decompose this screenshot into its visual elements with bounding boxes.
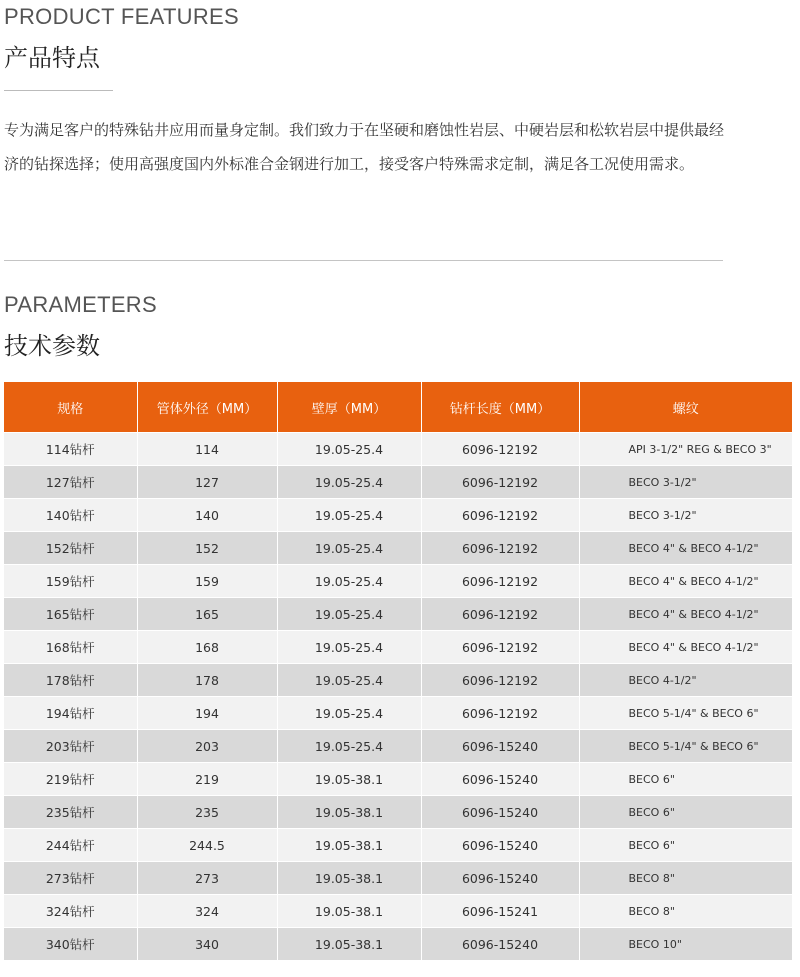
cell-rod-length: 6096-15240 (421, 829, 579, 862)
column-header-rod-length: 钻杆长度（MM） (421, 382, 579, 433)
cell-rod-length: 6096-15240 (421, 862, 579, 895)
table-row (4, 664, 792, 697)
cell-spec: 194钻杆 (4, 697, 137, 730)
cell-wall-thickness: 19.05-25.4 (277, 532, 421, 565)
cell-thread: BECO 5-1/4" & BECO 6" (579, 697, 792, 730)
table-header-row (4, 382, 792, 433)
cell-thread: BECO 4" & BECO 4-1/2" (579, 565, 792, 598)
column-header-wall-thickness: 壁厚（MM） (277, 382, 421, 433)
cell-spec: 127钻杆 (4, 466, 137, 499)
cell-spec: 203钻杆 (4, 730, 137, 763)
cell-rod-length: 6096-15240 (421, 796, 579, 829)
column-header-thread: 螺纹 (579, 382, 792, 433)
table-row (4, 466, 792, 499)
cell-wall-thickness: 19.05-38.1 (277, 763, 421, 796)
cell-wall-thickness: 19.05-38.1 (277, 928, 421, 961)
cell-rod-length: 6096-12192 (421, 532, 579, 565)
cell-outer-diameter: 244.5 (137, 829, 277, 862)
cell-spec: 244钻杆 (4, 829, 137, 862)
cell-rod-length: 6096-12192 (421, 664, 579, 697)
cell-thread: BECO 8" (579, 895, 792, 928)
cell-thread: BECO 4" & BECO 4-1/2" (579, 598, 792, 631)
cell-spec: 152钻杆 (4, 532, 137, 565)
cell-rod-length: 6096-15241 (421, 895, 579, 928)
cell-rod-length: 6096-12192 (421, 499, 579, 532)
cell-wall-thickness: 19.05-25.4 (277, 730, 421, 763)
parameters-heading-en: PARAMETERS (4, 292, 157, 317)
cell-spec: 165钻杆 (4, 598, 137, 631)
table-row (4, 928, 792, 961)
cell-outer-diameter: 324 (137, 895, 277, 928)
table-row (4, 895, 792, 928)
cell-wall-thickness: 19.05-25.4 (277, 433, 421, 466)
cell-outer-diameter: 140 (137, 499, 277, 532)
cell-thread: BECO 3-1/2" (579, 499, 792, 532)
cell-spec: 168钻杆 (4, 631, 137, 664)
cell-outer-diameter: 194 (137, 697, 277, 730)
table-row (4, 532, 792, 565)
cell-thread: BECO 6" (579, 829, 792, 862)
parameters-table (4, 382, 792, 960)
cell-thread: BECO 6" (579, 763, 792, 796)
features-heading-cn: 产品特点 (4, 44, 100, 72)
table-row (4, 796, 792, 829)
cell-rod-length: 6096-12192 (421, 631, 579, 664)
cell-rod-length: 6096-12192 (421, 697, 579, 730)
cell-outer-diameter: 273 (137, 862, 277, 895)
cell-outer-diameter: 159 (137, 565, 277, 598)
cell-outer-diameter: 235 (137, 796, 277, 829)
table-row (4, 697, 792, 730)
cell-rod-length: 6096-15240 (421, 928, 579, 961)
table-row (4, 862, 792, 895)
cell-thread: API 3-1/2" REG & BECO 3" (579, 433, 792, 466)
cell-outer-diameter: 219 (137, 763, 277, 796)
cell-rod-length: 6096-15240 (421, 763, 579, 796)
parameters-heading-cn: 技术参数 (4, 332, 100, 360)
cell-spec: 324钻杆 (4, 895, 137, 928)
cell-wall-thickness: 19.05-38.1 (277, 796, 421, 829)
cell-spec: 159钻杆 (4, 565, 137, 598)
cell-wall-thickness: 19.05-25.4 (277, 664, 421, 697)
table-row (4, 730, 792, 763)
table-body (4, 433, 792, 961)
table-row (4, 499, 792, 532)
cell-spec: 114钻杆 (4, 433, 137, 466)
cell-outer-diameter: 152 (137, 532, 277, 565)
cell-rod-length: 6096-12192 (421, 466, 579, 499)
cell-rod-length: 6096-12192 (421, 598, 579, 631)
cell-spec: 140钻杆 (4, 499, 137, 532)
cell-spec: 340钻杆 (4, 928, 137, 961)
table-row (4, 598, 792, 631)
cell-wall-thickness: 19.05-25.4 (277, 499, 421, 532)
cell-outer-diameter: 114 (137, 433, 277, 466)
cell-outer-diameter: 165 (137, 598, 277, 631)
cell-wall-thickness: 19.05-25.4 (277, 697, 421, 730)
cell-thread: BECO 4-1/2" (579, 664, 792, 697)
table-row (4, 433, 792, 466)
cell-thread: BECO 3-1/2" (579, 466, 792, 499)
cell-thread: BECO 6" (579, 796, 792, 829)
cell-wall-thickness: 19.05-38.1 (277, 895, 421, 928)
table-row (4, 829, 792, 862)
table-row (4, 631, 792, 664)
features-divider (4, 90, 113, 91)
cell-outer-diameter: 178 (137, 664, 277, 697)
cell-wall-thickness: 19.05-38.1 (277, 829, 421, 862)
cell-rod-length: 6096-12192 (421, 433, 579, 466)
cell-rod-length: 6096-15240 (421, 730, 579, 763)
cell-spec: 235钻杆 (4, 796, 137, 829)
cell-spec: 273钻杆 (4, 862, 137, 895)
cell-rod-length: 6096-12192 (421, 565, 579, 598)
cell-spec: 178钻杆 (4, 664, 137, 697)
column-header-outer-diameter: 管体外径（MM） (137, 382, 277, 433)
features-description: 专为满足客户的特殊钻井应用而量身定制。我们致力于在坚硬和磨蚀性岩层、中硬岩层和松软岩层中提供最经济的钻探选择；使用高强度国内外标准合金钢进行加工，接受客户特殊需求定制，满足各工况使用需求。 (4, 121, 725, 173)
cell-outer-diameter: 203 (137, 730, 277, 763)
cell-spec: 219钻杆 (4, 763, 137, 796)
features-heading-en: PRODUCT FEATURES (4, 4, 240, 29)
cell-outer-diameter: 168 (137, 631, 277, 664)
cell-thread: BECO 4" & BECO 4-1/2" (579, 532, 792, 565)
cell-outer-diameter: 127 (137, 466, 277, 499)
cell-wall-thickness: 19.05-25.4 (277, 631, 421, 664)
table-row (4, 763, 792, 796)
column-header-spec: 规格 (4, 382, 137, 433)
cell-wall-thickness: 19.05-25.4 (277, 466, 421, 499)
cell-thread: BECO 10" (579, 928, 792, 961)
cell-thread: BECO 8" (579, 862, 792, 895)
table-row (4, 565, 792, 598)
cell-wall-thickness: 19.05-38.1 (277, 862, 421, 895)
cell-outer-diameter: 340 (137, 928, 277, 961)
cell-wall-thickness: 19.05-25.4 (277, 598, 421, 631)
cell-wall-thickness: 19.05-25.4 (277, 565, 421, 598)
section-divider (4, 260, 723, 261)
cell-thread: BECO 5-1/4" & BECO 6" (579, 730, 792, 763)
cell-thread: BECO 4" & BECO 4-1/2" (579, 631, 792, 664)
